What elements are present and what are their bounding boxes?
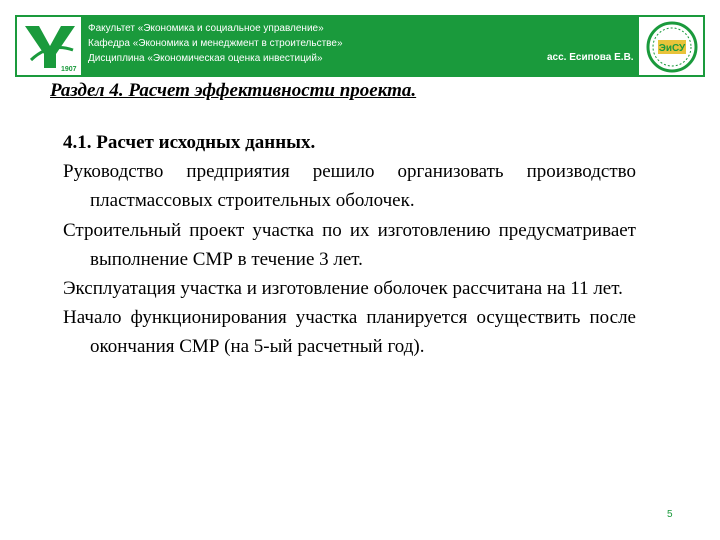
- author-name: асс. Есипова Е.В.: [547, 52, 634, 63]
- faculty-logo-text: ЭиСУ: [658, 43, 686, 54]
- faculty-logo: [637, 15, 705, 77]
- faculty-emblem-icon: [645, 20, 699, 74]
- page-number: 5: [667, 509, 673, 520]
- paragraph-operation: Эксплуатация участка и изготовление оболочек рассчитана на 11 лет.: [63, 278, 623, 300]
- university-emblem-icon: [21, 20, 79, 74]
- discipline-line: Дисциплина «Экономическая оценка инвестиций»: [88, 53, 323, 64]
- section-title: Раздел 4. Расчет эффективности проекта.: [50, 80, 417, 101]
- department-line: Кафедра «Экономика и менеджмент в строительстве»: [88, 38, 343, 49]
- university-logo: [15, 15, 83, 77]
- logo-year: 1907: [61, 66, 77, 73]
- paragraph-management: Руководство предприятия решило организовать производство пластмассовых строительных оболочек.: [63, 161, 636, 212]
- paragraph-start: Начало функционирования участка планируется осуществить после окончания СМР (на 5-ый расчетный год).: [63, 307, 636, 358]
- header-text: [88, 21, 343, 66]
- slide-header: [15, 15, 705, 77]
- subsection-title: 4.1. Расчет исходных данных.: [63, 132, 316, 153]
- slide-content: [63, 128, 636, 362]
- faculty-line: Факультет «Экономика и социальное управление»: [88, 23, 324, 34]
- paragraph-construction: Строительный проект участка по их изготовлению предусматривает выполнение СМР в течение 3 лет.: [63, 219, 636, 270]
